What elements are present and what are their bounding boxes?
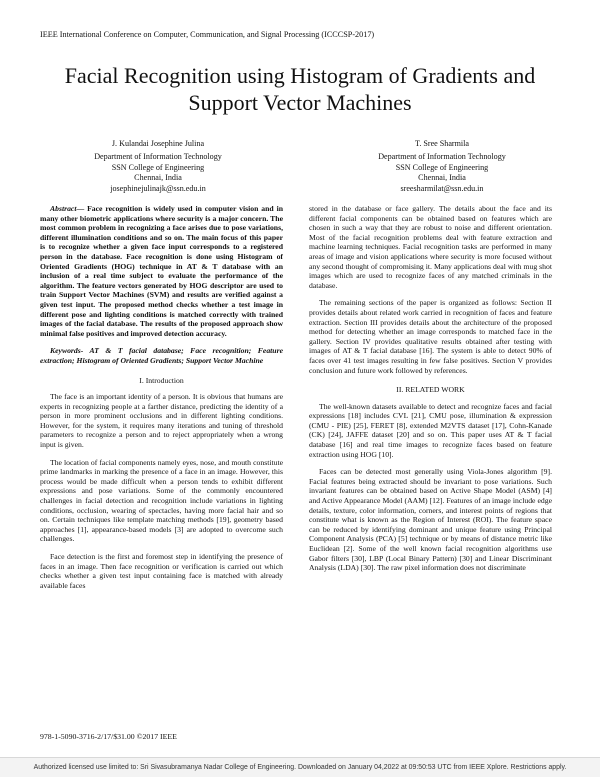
author-email: sreesharmilat@ssn.edu.in (400, 184, 484, 194)
keywords-label: Keywords- (50, 346, 84, 356)
abstract-text: — Face recognition is widely used in computer vision and in many other biometric applications where security is a major concern. The most common problem in recognizing a face arises due to pose variations, different illumination conditions and so on. The main focus of this paper is to recognize whether a given face input corresponds to a registered person in the database. Face recognition is done using Histogram of Oriented Gradients (HOG) technique in AT & T database with an inclusion of a real time subject to evaluate the performance of the algorithm. The feature vectors generated by HOG descriptor are used to train Support Vector Machines (SVM) and results are verified against a given test input. The proposed method checks whether a test image in different pose and lighting conditions is matched correctly with trained images of the facial database. The results of the proposed approach show minimal false positives and improved detection accuracy. (40, 204, 283, 338)
paragraph: Faces can be detected most generally using Viola-Jones algorithm [9]. Facial features being extracted should be invariant to pose variations. Such invariant features can be obtained based on Active Shape Model (ASM) [4] and Active Appearance Model (AAM) [12]. Features of an image include edge details, texture, color information, corners, and interest points of regions that constitute what is known as the Region of Interest (ROI). The feature space can be reduced by identifying dominant and unique feature using Principal Component Analysis (PCA) [5] technique or by means of distance metric like Euclidean [2]. Some of the well known facial recognition algorithms use Gabor filters [30], LBP (Local Binary Pattern) [30] and Linear Discriminant Analysis (LDA) [30]. The raw pixel information does not discriminate (309, 467, 552, 573)
conference-header: IEEE International Conference on Computer, Communication, and Signal Processing (ICCCSP-2017) (40, 30, 375, 39)
keywords (40, 346, 283, 365)
author-dept: Department of Information Technology (94, 151, 222, 161)
author-block-1 (38, 139, 278, 195)
paragraph: The remaining sections of the paper is organized as follows: Section II provides details about related work carried in recognition of faces and feature extraction. Section III provides details about the architecture of the proposed method for detecting whether an image corresponds to matched face in the gallery. Section IV provides qualitative results obtained after testing with images of AT & T facial database [16]. The system is able to detect 90% of faces over 41 test images resulting in few false positives. Section V provides conclusion and future work followed by references. (309, 298, 552, 375)
license-bar (0, 757, 600, 777)
paper-title: Facial Recognition using Histogram of Gradients and Support Vector Machines (64, 63, 536, 115)
author-dept: Department of Information Technology (378, 151, 506, 161)
left-column (40, 204, 283, 590)
keywords-text: AT & T facial database; Face recognition; Feature extraction; Histogram of Oriented Gradients; Support Vector Machine (40, 346, 283, 365)
abstract-label: Abstract (50, 204, 77, 213)
paragraph: stored in the database or face gallery. The details about the face and its different facial components can be obtained based on features which are chosen in such a way that they are robust to noise and different orientation. Most of the facial recognition problems deal with feature extraction and machine learning techniques. Facial recognition tasks are performed in many areas of image and vision applications where security is more focused without any second thought of compromising it. Many applications deal with mug shot images which are used to recognize faces of any matched criminals in the database. (309, 204, 552, 290)
author-name: T. Sree Sharmila (414, 139, 470, 148)
section-heading-related-work: II. RELATED WORK (396, 385, 465, 395)
paragraph: The location of facial components namely eyes, nose, and mouth constitute prime landmarks in marking the presence of a face in an image. However, this process would be made difficult when a person tends to exhibit different expressions and pose variations. Some of the commonly encountered challenges in facial detection and recognition include variations in lighting conditions, occlusion, wearing of spectacles, having more facial hair and so on. Certain techniques like template matching methods [19], geometry based approaches [1], appearance-based models [3] are adopted to overcome such challenges. (40, 457, 283, 544)
author-city: Chennai, India (134, 173, 182, 183)
paragraph: Face detection is the first and foremost step in identifying the presence of faces in an image. Then face recognition or verification is carried out which checks whether a given test input containing face is matched with already available faces (40, 552, 283, 590)
author-email: josephinejulinajk@ssn.edu.in (110, 184, 206, 194)
license-text: Authorized licensed use limited to: Sri Sivasubramanya Nadar College of Engineering. Downloaded on January 04,2022 at 09:50:53 UTC from IEEE Xplore. Restrictions apply. (33, 764, 567, 771)
author-name: J. Kulandai Josephine Julina (111, 139, 205, 148)
abstract (40, 204, 283, 338)
paragraph: The well-known datasets available to detect and recognize faces and facial expressions [18] includes CVL [21], CMU pose, illumination & expression (CMU - PIE) [25], FERET [8], extended M2VTS dataset [17], Cohn-Kanade (CK) [24], JAFFE dataset [20] and so on. This paper uses AT & T facial database [16] and real time images to recognize faces based on feature extraction using HOG [10]. (309, 401, 552, 459)
right-column (309, 204, 552, 573)
author-college: SSN College of Engineering (111, 162, 205, 172)
copyright-footer: 978-1-5090-3716-2/17/$31.00 ©2017 IEEE (40, 732, 177, 741)
author-city: Chennai, India (418, 173, 466, 183)
paragraph: The face is an important identity of a person. It is obvious that humans are experts in recognizing people at a farther distance, predicting the identity of a person in more prominent occlusions and in different lighting conditions. However, for the system, it requires many iterations and tuning of threshold parameters to recognize a person and to reject appropriately when a wrong input is given. (40, 392, 283, 450)
author-college: SSN College of Engineering (395, 162, 489, 172)
section-heading-introduction: I. Introduction (139, 375, 184, 385)
author-block-2 (322, 139, 562, 195)
